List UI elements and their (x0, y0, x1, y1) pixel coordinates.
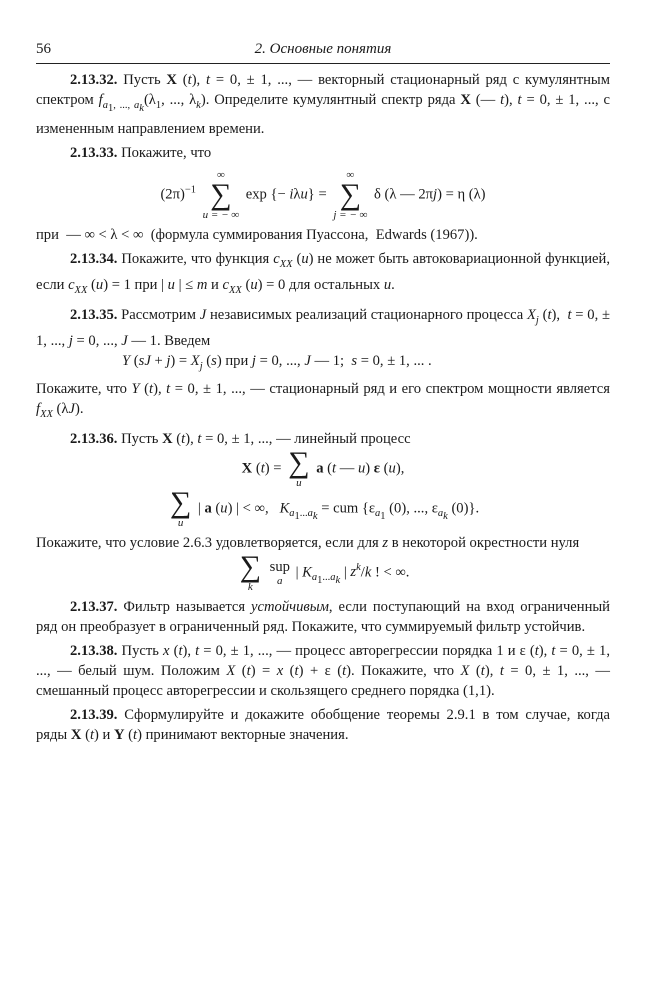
exercise-number: 2.13.38. (70, 642, 118, 659)
exercise-number: 2.13.37. (70, 598, 118, 615)
exercise-number: 2.13.35. (70, 306, 118, 323)
exercise-2-13-35: 2.13.35. Рассмотрим J независимых реализаций стационарного процесса $X_j$ (t), t = 0, ± 1, ..., j = 0, ..., J — 1. Введем (36, 306, 610, 349)
exercise-2-13-36-after: Покажите, что условие 2.6.3 удовлетворяется, если для z в некоторой окрестности нуля (36, 534, 580, 551)
interleave-formula: Y $(sJ + j) = X_j$ (s) при j = 0, ..., J — 1; s = 0, ± 1, ... . (122, 352, 432, 372)
cumulant-condition-formula: ∑ u | a (u) | < ∞, $K_{a_1...a_k}$ = cum {$\varepsilon_{a_1}$ (0), ..., $\varepsilon_{a_k}$ (0)}. (169, 485, 480, 529)
exercise-2-13-36: 2.13.36. Пусть X (t), t = 0, ± 1, ..., — линейный процесс (70, 430, 411, 447)
exercise-2-13-33-after: при — ∞ < λ < ∞ (формула суммирования Пуассона, Edwards (1967)). (36, 227, 478, 243)
linear-process-formula: X (t) = ∑ u a (t — u) ε (u), (241, 445, 405, 489)
exercise-number: 2.13.32. (70, 72, 118, 88)
exercise-2-13-37: 2.13.37. Фильтр называется устойчивым, если поступающий на вход ограниченный ряд он преобразует в ограниченный ряд. Покажите, что суммируемый фильтр устойчив. (36, 598, 610, 635)
exercise-2-13-34: 2.13.34. Покажите, что функция $c_{XX}$ (u) не может быть автоковариационной функцией, если $c_{XX}$ (u) = 1 при | u | ≤ m и $c_{XX}$ (u) = 0 для остальных u. (36, 251, 610, 296)
exercise-2-13-32: 2.13.32. Пусть X (t), t = 0, ± 1, ..., — векторный стационарный ряд с кумулянтным спектром $f_{a_1, ..., a_k}(\lambda_1$, ..., $\lambda_k$). Определите кумулянтный спектр ряда X (— t), t = 0, ± 1, ..., с измененным направлением времени. (36, 72, 610, 137)
exercise-number: 2.13.36. (70, 430, 118, 447)
poisson-formula: $(2\pi)^{-1}$ ∞ ∑ u = − ∞ exp {− iλu} = ∞ ∑ j = − ∞ δ (λ — 2πj) = η (λ) (160, 169, 486, 221)
exercise-number: 2.13.33. (70, 145, 118, 161)
exercise-number: 2.13.34. (70, 251, 118, 267)
page-header (36, 41, 610, 64)
exercise-2-13-38: 2.13.38. Пусть x (t), t = 0, ± 1, ..., — процесс авторегрессии порядка 1 и ε (t), t = 0, ± 1, ..., — белый шум. Положим X (t) = x (t) + ε (t). Покажите, что X (t), t = 0, ± 1, ..., — смешанный процесс авторегрессии и скользящего среднего порядка (1,1). (36, 642, 611, 699)
exercise-2-13-39: 2.13.39. Сформулируйте и докажите обобщение теоремы 2.9.1 в том случае, когда ряды X (t) и Y (t) принимают векторные значения. (36, 706, 610, 743)
exercise-2-13-35-after: Покажите, что Y (t), t = 0, ± 1, ..., — стационарный ряд и его спектром мощности является $f_{XX}$ (λJ). (36, 380, 610, 420)
series-condition-formula: ∑ k sup a | $K_{a_1...a_k}$ | $z^k/k$ ! < ∞. (239, 549, 410, 593)
page-content (36, 70, 610, 749)
exercise-2-13-33: 2.13.33. Покажите, что (70, 145, 212, 161)
exercise-number: 2.13.39. (70, 706, 118, 723)
page-number: 56 (36, 41, 51, 57)
running-title: 2. Основные понятия (254, 41, 392, 57)
